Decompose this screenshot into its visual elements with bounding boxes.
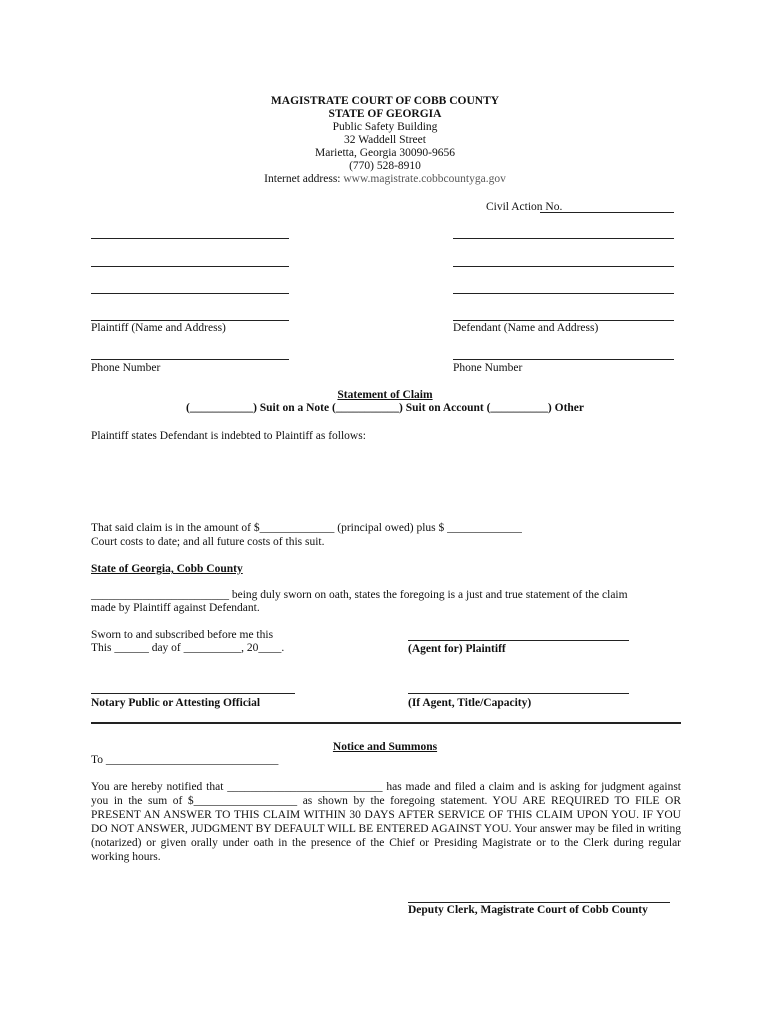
claim-intro: Plaintiff states Defendant is indebted to Plaintiff as follows:: [91, 430, 366, 442]
notary-label: Notary Public or Attesting Official: [91, 697, 261, 709]
agent-plaintiff-label: (Agent for) Plaintiff: [408, 643, 506, 655]
claim-type-options[interactable]: (___________) Suit on a Note (___________) Suit on Account (__________) Other: [185, 402, 585, 414]
plaintiff-line-2[interactable]: [91, 266, 289, 267]
internet-label: Internet address:: [264, 173, 341, 185]
plaintiff-phone-label: Phone Number: [91, 362, 161, 374]
city-address: Marietta, Georgia 30090-9656: [315, 147, 455, 159]
defendant-label: Defendant (Name and Address): [453, 322, 599, 334]
plaintiff-line-4[interactable]: [91, 320, 289, 321]
internet-address: [0, 173, 770, 186]
notary-signature-line[interactable]: [91, 693, 295, 694]
summons-title: Notice and Summons: [332, 741, 438, 753]
agent-title-label: (If Agent, Title/Capacity): [408, 697, 532, 709]
plaintiff-line-1[interactable]: [91, 238, 289, 239]
affidavit-heading: State of Georgia, Cobb County: [91, 563, 243, 575]
sworn-statement-line-2: made by Plaintiff against Defendant.: [91, 602, 260, 614]
building-name: Public Safety Building: [332, 121, 438, 133]
defendant-phone-label: Phone Number: [453, 362, 523, 374]
section-divider: [91, 722, 681, 724]
court-costs-line: Court costs to date; and all future costs of this suit.: [91, 536, 325, 548]
defendant-line-3[interactable]: [453, 293, 674, 294]
agent-title-line[interactable]: [408, 693, 629, 694]
defendant-line-4[interactable]: [453, 320, 674, 321]
sworn-statement-line[interactable]: ________________________ being duly sworn on oath, states the foregoing is a just and true statement of the claim: [91, 589, 628, 601]
summons-body: You are hereby notified that ___________________________ has made and filed a claim and is asking for judgment against you in the sum of $__________________ as shown by the foregoing statement. YOU ARE REQUIRED TO FILE OR PRESENT AN ANSWER TO THIS CLAIM WITHIN 30 DAYS AFTER SERVICE OF THIS CLAIM UPON YOU. IF YOU DO NOT ANSWER, JUDGMENT BY DEFAULT WILL BE ENTERED AGAINST YOU. Your answer may be filed in writing (notarized) or given orally under oath in the presence of the Chief or Presiding Magistrate or to the Clerk during regular working hours.: [91, 781, 681, 863]
agent-signature-line[interactable]: [408, 640, 629, 641]
court-phone: (770) 528-8910: [349, 160, 421, 172]
civil-action-label: Civil Action No.: [486, 201, 563, 213]
street-address: 32 Waddell Street: [344, 134, 426, 146]
plaintiff-label: Plaintiff (Name and Address): [91, 322, 226, 334]
deputy-clerk-signature-line[interactable]: [408, 902, 670, 903]
subscribed-line: Sworn to and subscribed before me this: [91, 629, 274, 641]
defendant-line-2[interactable]: [453, 266, 674, 267]
statement-title: Statement of Claim: [337, 389, 433, 401]
claim-amount-line[interactable]: That said claim is in the amount of $_____________ (principal owed) plus $ _____________: [91, 522, 522, 534]
plaintiff-line-3[interactable]: [91, 293, 289, 294]
subscribed-date-line[interactable]: This ______ day of __________, 20____.: [91, 642, 285, 654]
summons-to-line[interactable]: To ______________________________: [91, 754, 279, 766]
defendant-phone-field[interactable]: [453, 359, 674, 360]
civil-action-field[interactable]: [540, 212, 674, 213]
deputy-clerk-label: Deputy Clerk, Magistrate Court of Cobb County: [408, 904, 648, 916]
internet-link[interactable]: www.magistrate.cobbcountyga.gov: [343, 173, 506, 185]
state-name: STATE OF GEORGIA: [328, 108, 442, 120]
court-name: MAGISTRATE COURT OF COBB COUNTY: [270, 95, 500, 107]
plaintiff-phone-field[interactable]: [91, 359, 289, 360]
defendant-line-1[interactable]: [453, 238, 674, 239]
